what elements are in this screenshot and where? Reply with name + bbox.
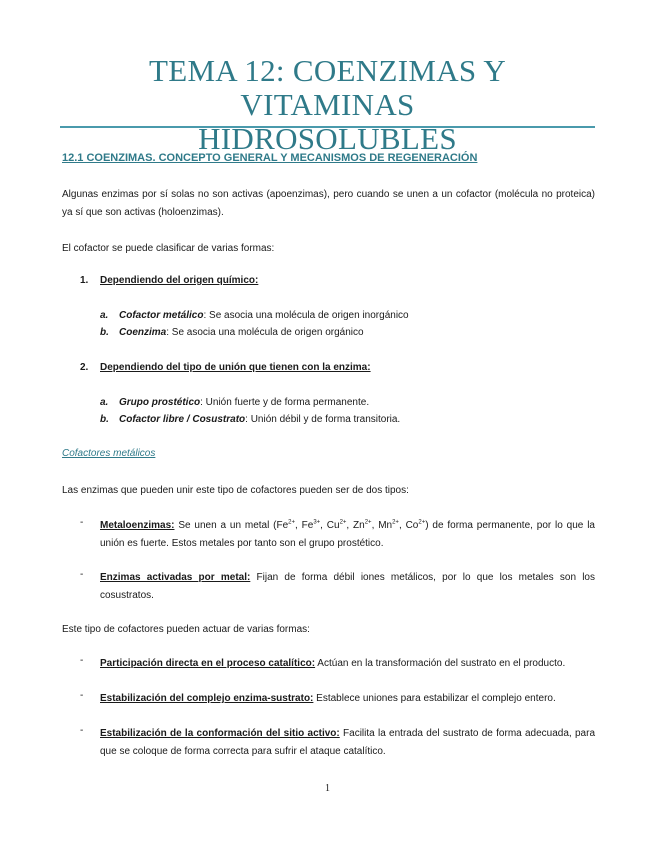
bullet-text: ) de forma permanente, por lo que la unión es fuerte. Estos metales por tanto son el grupo prostético.: [100, 520, 595, 549]
item-term: Coenzima: [119, 327, 167, 338]
item-text: : Unión fuerte y de forma permanente.: [200, 397, 370, 408]
enzymes-sentence: Las enzimas que pueden unir este tipo de cofactores pueden ser de dos tipos:: [62, 485, 409, 496]
bullet-estabilizacion-sitio: [100, 725, 595, 761]
item-term: Cofactor metálico: [119, 310, 204, 321]
bullet-text: Fijan de forma débil iones metálicos, por lo que los metales son los cosustratos.: [100, 572, 595, 601]
bullet-term: Participación directa en el proceso catalítico:: [100, 658, 316, 669]
bullet-dash: -: [80, 517, 84, 528]
intro-paragraph: Algunas enzimas por sí solas no son activas (apoenzimas), pero cuando se unen a un cofactor (molécula no proteica) ya sí que son activas (holoenzimas).: [62, 189, 595, 218]
superscript: 2+: [288, 519, 296, 526]
superscript: 3+: [313, 519, 321, 526]
actions-sentence: Este tipo de cofactores pueden actuar de varias formas:: [62, 624, 310, 635]
bullet-term: Metaloenzimas:: [100, 520, 175, 531]
list-heading: Dependiendo del tipo de unión que tienen con la enzima:: [100, 362, 371, 373]
item-text: : Se asocia una molécula de origen inorgánico: [203, 310, 409, 321]
list-letter: a.: [100, 397, 109, 408]
list-letter: b.: [100, 327, 109, 338]
bullet-term: Estabilización del complejo enzima-sustrato:: [100, 693, 314, 704]
superscript: 2+: [339, 519, 347, 526]
bullet-dash: -: [80, 655, 84, 666]
bullet-text: , Cu: [320, 520, 340, 531]
bullet-dash: -: [80, 569, 84, 580]
bullet-text: , Fe: [295, 520, 314, 531]
superscript: 2+: [418, 519, 426, 526]
superscript: 2+: [392, 519, 399, 526]
bullet-text: Establece uniones para estabilizar el complejo entero.: [313, 693, 556, 704]
bullet-term: Enzimas activadas por metal:: [100, 572, 251, 583]
item-text: : Se asocia una molécula de origen orgánico: [166, 327, 364, 338]
bullet-dash: -: [80, 725, 84, 736]
item-term: Grupo prostético: [119, 397, 201, 408]
list-number: 2.: [80, 362, 89, 373]
classify-sentence: El cofactor se puede clasificar de varias formas:: [62, 243, 275, 254]
item-term: Cofactor libre / Cosustrato: [119, 414, 246, 425]
bullet-text: , Zn: [346, 520, 365, 531]
list-item: [119, 414, 400, 425]
bullet-text: Se unen a un metal (Fe: [174, 520, 289, 531]
list-item: [119, 310, 409, 321]
title-line-2: HIDROSOLUBLES: [198, 121, 457, 156]
bullet-dash: -: [80, 690, 84, 701]
list-letter: a.: [100, 310, 109, 321]
list-letter: b.: [100, 414, 109, 425]
bullet-term: Estabilización de la conformación del sitio activo:: [100, 728, 340, 739]
item-text: : Unión débil y de forma transitoria.: [245, 414, 401, 425]
superscript: 2+: [364, 519, 372, 526]
page-title: [60, 54, 595, 156]
bullet-metaloenzimas: [100, 517, 595, 553]
section-heading: 12.1 COENZIMAS. CONCEPTO GENERAL Y MECANISMOS DE REGENERACIÓN: [62, 152, 478, 164]
bullet-enzimas-activadas: [100, 569, 595, 605]
bullet-text: , Co: [398, 520, 419, 531]
list-heading: Dependiendo del origen químico:: [100, 275, 259, 286]
bullet-text: Actúan en la transformación del sustrato en el producto.: [315, 658, 566, 669]
subsection-link-cofactores-metalicos[interactable]: Cofactores metálicos: [62, 448, 156, 459]
page-number: 1: [325, 783, 330, 794]
list-number: 1.: [80, 275, 89, 286]
bullet-text: , Mn: [371, 520, 393, 531]
list-item: [119, 327, 364, 338]
bullet-text: Facilita la entrada del sustrato de forma adecuada, para que se coloque de forma correcta para sufrir el ataque catalítico.: [100, 728, 596, 757]
list-item: [119, 397, 369, 408]
title-line-1: TEMA 12: COENZIMAS Y VITAMINAS: [148, 53, 507, 122]
bullet-estabilizacion-complejo: [100, 690, 595, 708]
bullet-participacion: [100, 655, 595, 673]
title-divider: [60, 126, 595, 128]
